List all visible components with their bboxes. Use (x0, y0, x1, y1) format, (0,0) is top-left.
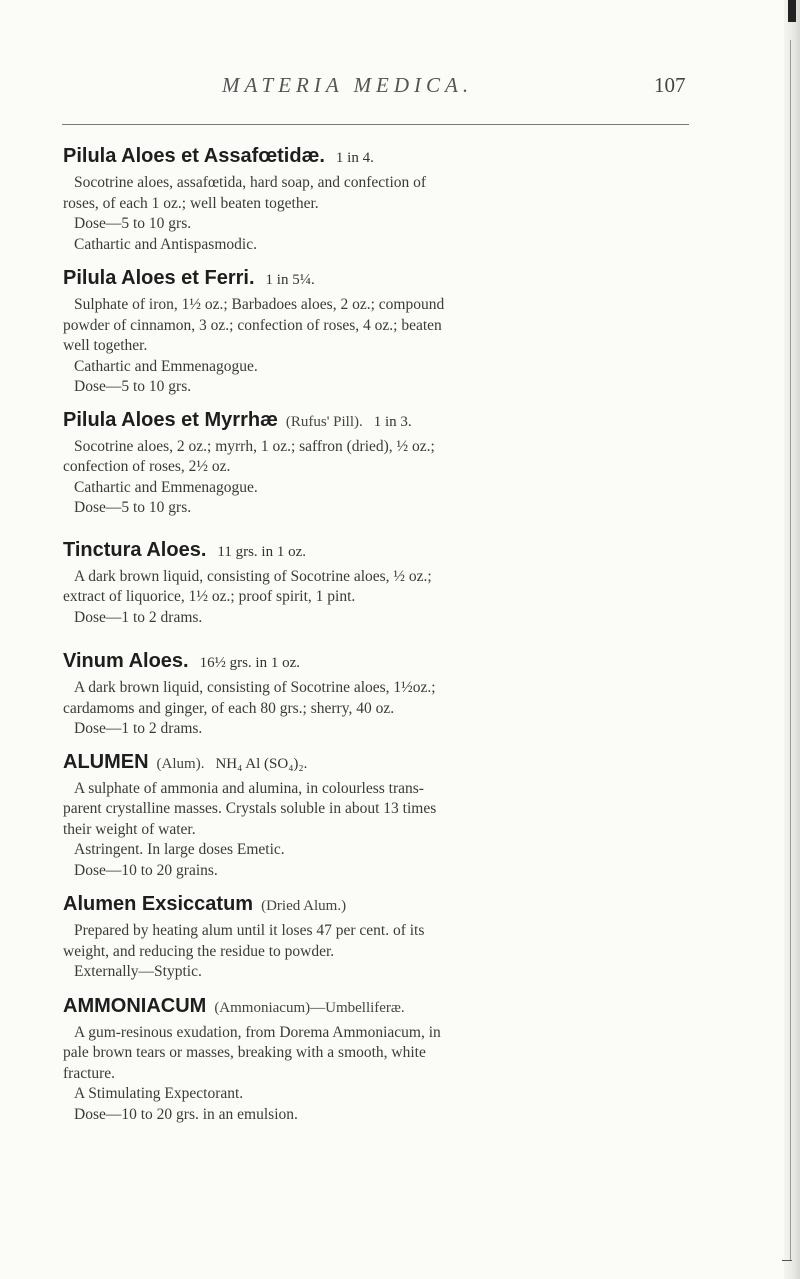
entry-name: Pilula Aloes et Ferri. (63, 267, 255, 289)
entry-title-line (63, 991, 715, 1023)
entry-pilula-aloes-et-ferri (63, 263, 715, 398)
entry-action: Cathartic and Emmenagogue. (74, 478, 258, 496)
entry-dose: Dose—5 to 10 grs. (74, 499, 192, 516)
entry-text-line: Socotrine aloes, 2 oz.; myrrh, 1 oz.; saffron (dried), ½ oz.; (74, 437, 435, 455)
entry-title-line (63, 646, 715, 678)
entry-alumen-exsiccatum (63, 889, 715, 983)
entry-text-line: A sulphate of ammonia and alumina, in colourless trans- (74, 779, 424, 797)
entry-dose: Dose—1 to 2 drams. (74, 608, 203, 626)
entry-name: AMMONIACUM (63, 994, 207, 1017)
entry-text-line: weight, and reducing the residue to powder. (63, 942, 335, 960)
running-head: MATERIA MEDICA. (222, 73, 474, 97)
entry-text-line: Prepared by heating alum until it loses 47 per cent. of its (74, 922, 425, 939)
entry-alumen (63, 747, 715, 882)
entry-title-line (63, 141, 715, 173)
page-content (63, 141, 715, 1125)
entry-strength: 1 in 5¼. (265, 272, 315, 288)
entry-vinum-aloes (63, 646, 715, 740)
entry-text-line: well together. (63, 337, 148, 354)
entry-text-line: extract of liquorice, 1½ oz.; proof spirit, 1 pint. (63, 588, 356, 605)
entry-dose: Dose—5 to 10 grs. (74, 378, 192, 395)
entry-common-name: (Rufus' Pill). (285, 413, 363, 430)
entry-title-line (63, 263, 715, 295)
entry-tinctura-aloes (63, 535, 715, 629)
page-header (0, 73, 800, 101)
page-number: 107 (654, 73, 686, 97)
entry-pilula-aloes-et-myrrhae (63, 405, 715, 519)
corner-mark (782, 1260, 792, 1261)
entry-strength: 1 in 3. (373, 413, 412, 430)
header-rule (62, 124, 689, 125)
entry-dose: Dose—1 to 2 drams. (74, 720, 203, 737)
entry-action: Cathartic and Antispasmodic. (74, 235, 257, 253)
entry-text-line: Socotrine aloes, assafœtida, hard soap, and confection of (74, 174, 427, 191)
entry-strength: 11 grs. in 1 oz. (217, 543, 306, 560)
entry-text-line: Sulphate of iron, 1½ oz.; Barbadoes aloes, 2 oz.; compound (74, 296, 445, 313)
entry-title-line (63, 535, 715, 567)
entry-name: ALUMEN (63, 750, 149, 773)
entry-text-line: pale brown tears or masses, breaking with a smooth, white (63, 1044, 426, 1061)
entry-text-line: confection of roses, 2½ oz. (63, 458, 231, 475)
entry-common-name: (Alum). (156, 755, 205, 772)
entry-text-line: A dark brown liquid, consisting of Socotrine aloes, ½ oz.; (74, 567, 432, 585)
entry-strength: 1 in 4. (335, 150, 374, 166)
entry-name: Pilula Aloes et Assafœtidæ. (63, 145, 325, 167)
entry-title-line (63, 747, 715, 779)
entry-text-line: fracture. (63, 1064, 116, 1082)
entry-dose: Dose—10 to 20 grains. (74, 861, 218, 879)
entry-text-line: A dark brown liquid, consisting of Socotrine aloes, 1½oz.; (74, 679, 436, 696)
entry-name: Vinum Aloes. (63, 650, 189, 672)
entry-strength: 16½ grs. in 1 oz. (199, 655, 301, 671)
entry-title-line (63, 889, 715, 921)
entry-formula: NH₄ Al (SO₄)₂. (215, 755, 308, 772)
entry-name: Pilula Aloes et Myrrhæ (63, 408, 278, 431)
page-edge (784, 0, 800, 1279)
entry-name: Tinctura Aloes. (63, 538, 207, 561)
entry-text-line: powder of cinnamon, 3 oz.; confection of roses, 4 oz.; beaten (63, 316, 442, 334)
entry-common-name: (Dried Alum.) (261, 898, 347, 914)
entry-dose: Dose—5 to 10 grs. (74, 215, 192, 232)
entry-common-name: (Ammoniacum)—Umbelliferæ. (214, 999, 405, 1016)
entry-text-line: A gum-resinous exudation, from Dorema Ammoniacum, in (74, 1023, 441, 1041)
page-edge-tab (788, 0, 796, 22)
entry-dose: Dose—10 to 20 grs. in an emulsion. (74, 1105, 298, 1123)
page-edge-line (790, 40, 791, 1260)
entry-text-line: cardamoms and ginger, of each 80 grs.; sherry, 40 oz. (63, 699, 395, 717)
entry-action: A Stimulating Expectorant. (74, 1085, 244, 1102)
entry-ammoniacum (63, 991, 715, 1126)
entry-pilula-aloes-et-assafoetidae (63, 141, 715, 255)
entry-name: Alumen Exsiccatum (63, 893, 254, 915)
entry-action: Cathartic and Emmenagogue. (74, 357, 258, 375)
entry-text-line: their weight of water. (63, 820, 196, 838)
entry-title-line (63, 405, 715, 437)
entry-action: Externally—Styptic. (74, 963, 202, 980)
entry-action: Astringent. In large doses Emetic. (74, 841, 285, 858)
entry-text-line: parent crystalline masses. Crystals soluble in about 13 times (63, 800, 437, 817)
entry-text-line: roses, of each 1 oz.; well beaten together. (63, 194, 319, 212)
